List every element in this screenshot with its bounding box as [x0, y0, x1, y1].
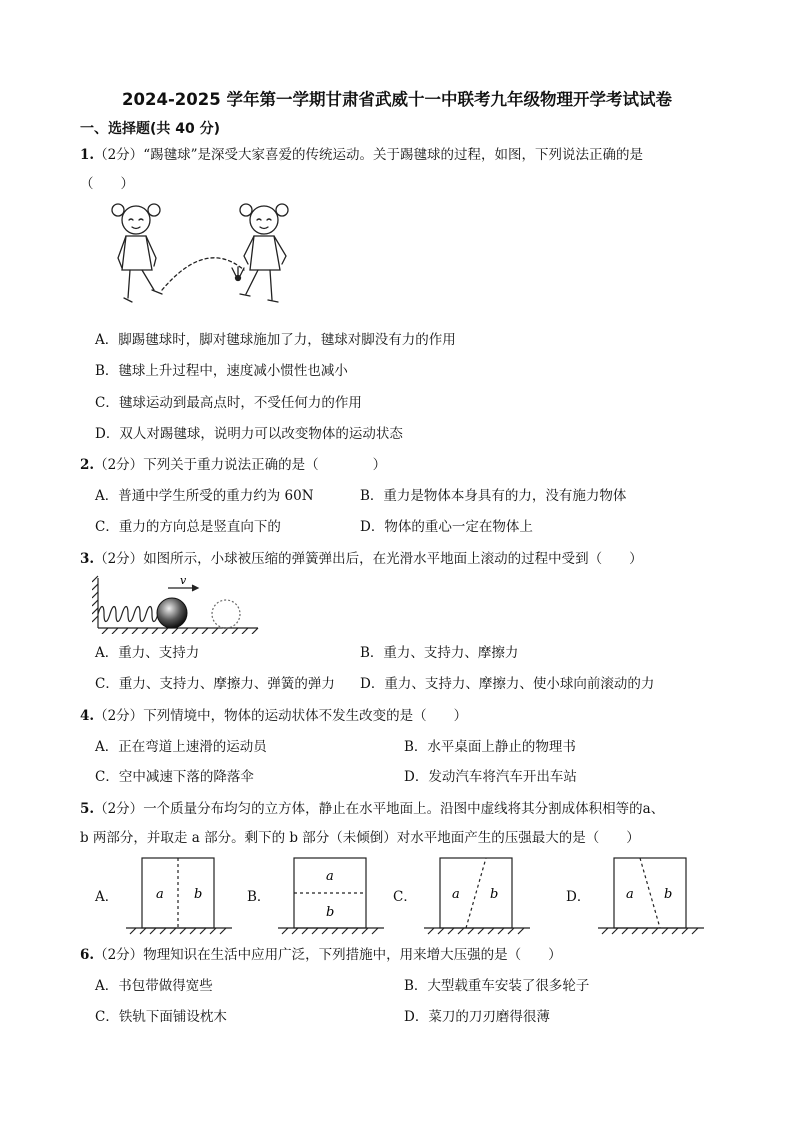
shuttlecock-kicking-figure: [96, 198, 328, 320]
option-1a: A．脚踢毽球时，脚对毽球施加了力，毽球对脚没有力的作用: [95, 332, 456, 348]
option-1c: C．毽球运动到最高点时，不受任何力的作用: [95, 395, 362, 411]
question-5-line2: b 两部分，并取走 a 部分。剩下的 b 部分（未倾倒）对水平地面产生的压强最大的是（ ）: [80, 830, 640, 846]
question-text: 下列情境中，物体的运动状体不发生改变的是（ ）: [143, 708, 468, 724]
question-number: 6.: [80, 947, 95, 963]
question-5: [80, 799, 720, 819]
question-6: [80, 945, 720, 965]
option-6b: B．大型载重车安装了很多轮子: [404, 978, 590, 994]
option-4a: A．正在弯道上速滑的运动员: [95, 739, 267, 755]
option-6a: A．书包带做得宽些: [95, 978, 213, 994]
part-b-label: b: [490, 887, 499, 902]
velocity-label: v: [180, 574, 187, 587]
question-4: [80, 706, 720, 726]
part-a-label: a: [156, 887, 164, 902]
question-points: （2分）: [94, 801, 144, 817]
question-points: （2分）: [94, 551, 144, 567]
option-6c: C．铁轨下面铺设枕木: [95, 1009, 227, 1025]
part-a-label: a: [452, 887, 460, 902]
fig-option-d-label: D．: [566, 889, 591, 905]
option-6d: D．菜刀的刀刃磨得很薄: [404, 1009, 550, 1025]
exam-title: 2024-2025 学年第一学期甘肃省武威十一中联考九年级物理开学考试试卷: [122, 90, 672, 109]
cube-figure-c: [424, 856, 534, 936]
part-a-label: a: [626, 887, 634, 902]
question-text: 下列关于重力说法正确的是（ ）: [143, 457, 387, 473]
cube-figure-b: [278, 856, 388, 936]
option-2b: B．重力是物体本身具有的力，没有施力物体: [360, 488, 627, 504]
question-1-blank: （ ）: [80, 176, 134, 192]
question-number: 5.: [80, 801, 95, 817]
fig-option-c-label: C．: [393, 889, 417, 905]
question-number: 2.: [80, 457, 95, 473]
section-heading: 一、选择题(共 40 分): [80, 121, 221, 137]
question-text: 一个质量分布均匀的立方体，静止在水平地面上。沿图中虚线将其分割成体积相等的a、: [143, 801, 665, 817]
question-points: （2分）: [94, 457, 144, 473]
question-points: （2分）: [94, 708, 144, 724]
question-text: 物理知识在生活中应用广泛，下列措施中，用来增大压强的是（ ）: [143, 947, 562, 963]
question-points: （2分）: [94, 947, 144, 963]
spring-ball-figure: [92, 572, 262, 634]
option-3c: C．重力、支持力、摩擦力、弹簧的弹力: [95, 676, 335, 692]
part-b-label: b: [194, 887, 203, 902]
question-number: 1.: [80, 147, 95, 163]
question-number: 4.: [80, 708, 95, 724]
part-b-label: b: [326, 905, 335, 920]
option-4c: C．空中减速下落的降落伞: [95, 769, 254, 785]
question-1: [80, 145, 720, 165]
cube-figure-a: [126, 856, 236, 936]
question-text: 如图所示，小球被压缩的弹簧弹出后，在光滑水平地面上滚动的过程中受到（ ）: [143, 551, 643, 567]
part-a-label: a: [326, 869, 334, 884]
option-3b: B．重力、支持力、摩擦力: [360, 645, 519, 661]
question-points: （2分）: [94, 147, 144, 163]
option-2d: D．物体的重心一定在物体上: [360, 519, 533, 535]
option-3a: A．重力、支持力: [95, 645, 200, 661]
option-3d: D．重力、支持力、摩擦力、使小球向前滚动的力: [360, 676, 655, 692]
fig-option-a-label: A．: [95, 889, 119, 905]
question-2: [80, 455, 720, 475]
part-b-label: b: [664, 887, 673, 902]
option-1d: D．双人对踢毽球，说明力可以改变物体的运动状态: [95, 426, 403, 442]
cube-figure-d: [598, 856, 708, 936]
fig-option-b-label: B．: [247, 889, 271, 905]
question-number: 3.: [80, 551, 95, 567]
option-4b: B．水平桌面上静止的物理书: [404, 739, 576, 755]
question-text: “踢毽球”是深受大家喜爱的传统运动。关于踢毽球的过程，如图，下列说法正确的是: [143, 147, 643, 163]
option-2a: A．普通中学生所受的重力约为 60N: [95, 488, 314, 504]
question-3: [80, 549, 720, 569]
option-4d: D．发动汽车将汽车开出车站: [404, 769, 577, 785]
option-2c: C．重力的方向总是竖直向下的: [95, 519, 281, 535]
option-1b: B．毽球上升过程中，速度减小惯性也减小: [95, 363, 348, 379]
